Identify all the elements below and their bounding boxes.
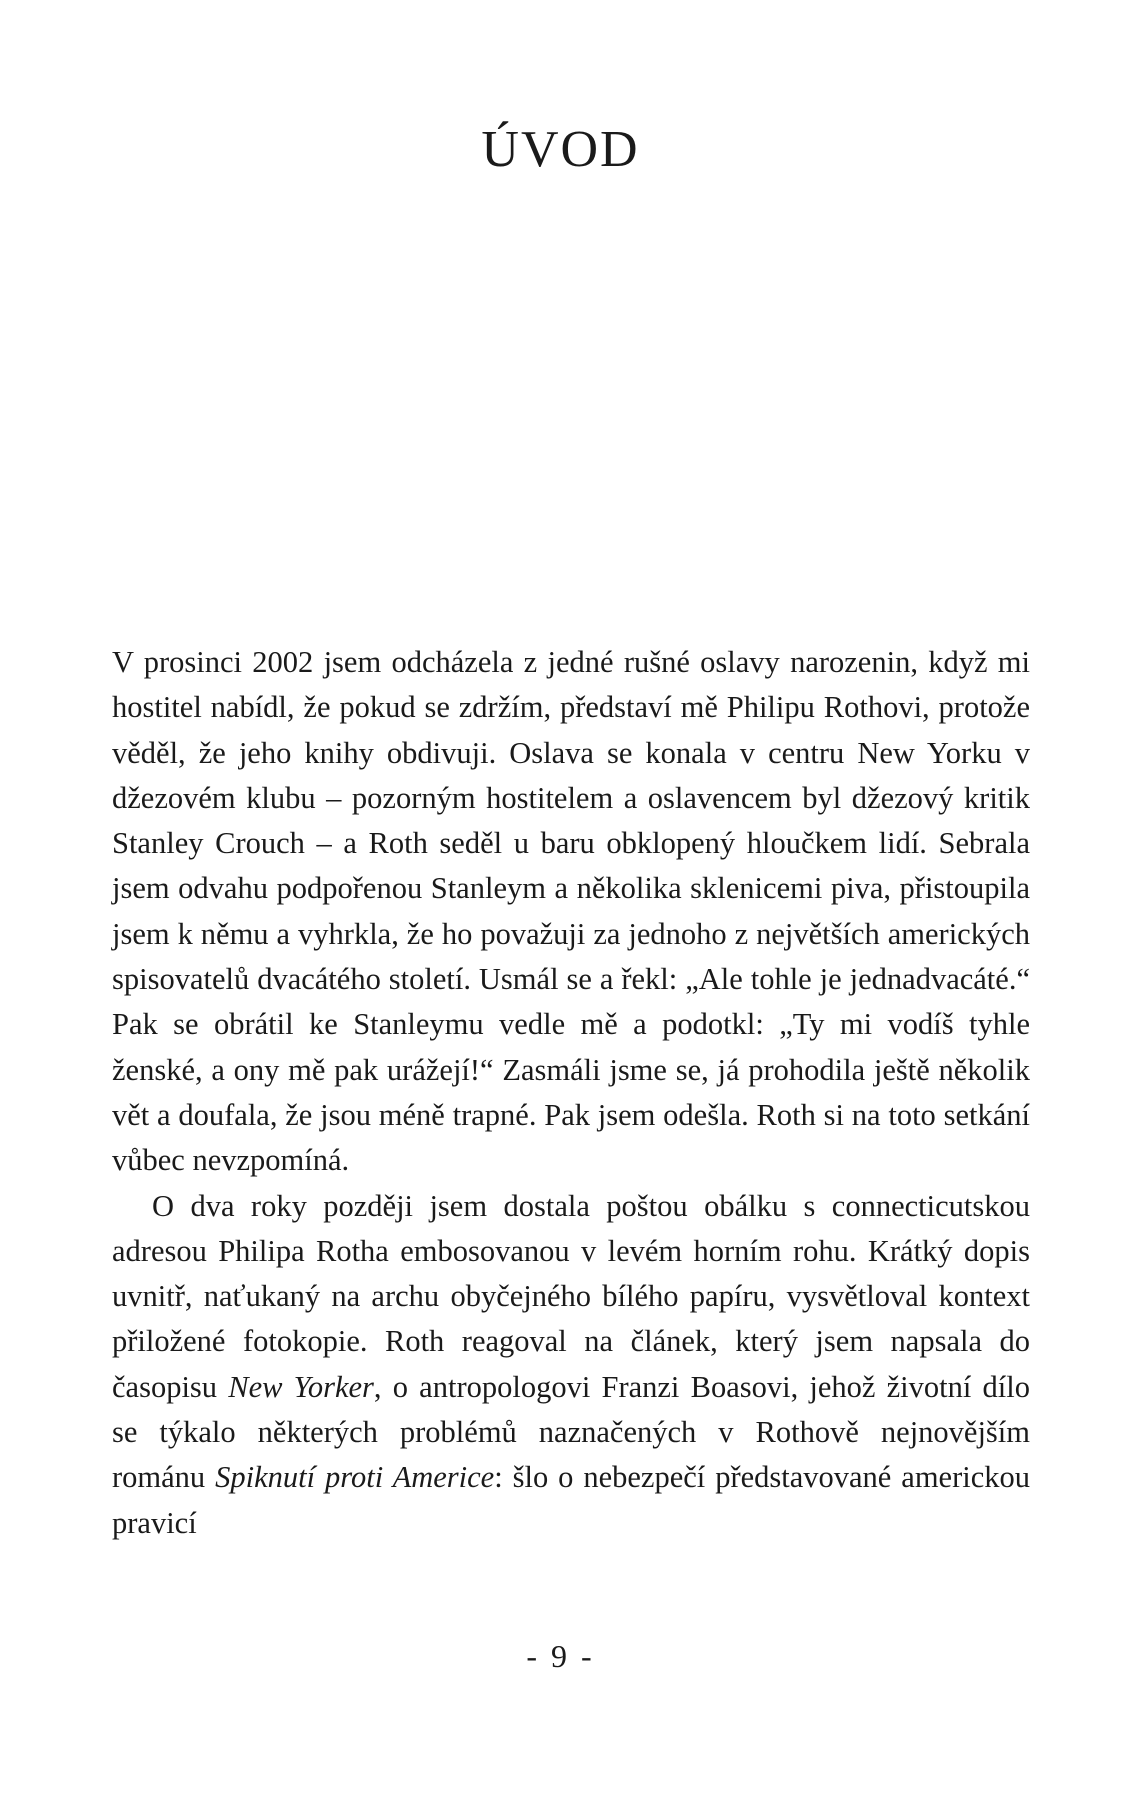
chapter-title: ÚVOD: [481, 121, 640, 178]
paragraph-1-text: V prosinci 2002 jsem odcházela z jedné rušné oslavy narozenin, když mi hostitel nabídl, že pokud se zdržím, představí mě Philipu Rothovi, protože věděl, že jeho knihy obdivuji. Oslava se konala v centru New Yorku v džezovém klubu – pozorným hostitelem a oslavencem byl džezový kritik Stanley Crouch – a Roth seděl u baru obklopený hloučkem lidí. Sebrala jsem odvahu podpořenou Stanleym a několika sklenicemi piva, přistoupila jsem k němu a vyhrkla, že ho považuji za jednoho z největších amerických spisovatelů dvacátého století. Usmál se a řekl: „Ale tohle je jednadvacáté.“ Pak se obrátil ke Stanleymu vedle mě a podotkl: „Ty mi vodíš tyhle ženské, a ony mě pak urážejí!“ Zasmáli jsme se, já prohodila ještě několik vět a doufala, že jsou méně trapné. Pak jsem odešla. Roth si na toto setkání vůbec nevzpomíná.: [112, 645, 1030, 1178]
paragraph-2: [112, 1184, 1030, 1546]
page-number: - 9 -: [526, 1638, 595, 1674]
paragraph-2-text-a: O dva roky později jsem dostala poštou obálku s connecticutskou adresou Philipa Rotha embosovanou v levém horním rohu. Krátký dopis uvnitř, naťukaný na archu obyčejného bílého papíru, vysvětloval kontext přiložené fotokopie. Roth reagoval na článek, který jsem napsala do časopisu: [112, 1188, 1030, 1404]
paragraph-2-text-c: : šlo o nebezpečí představované americkou pravicí: [112, 1460, 1030, 1540]
paragraph-1: [112, 640, 1030, 1184]
body-text: [112, 640, 1030, 1546]
paragraph-2-text-b: , o antropologovi Franzi Boasovi, jehož životní dílo se týkalo některých problémů naznačených v Rothově nejnovějším románu: [112, 1369, 1031, 1495]
magazine-title: New Yorker: [228, 1369, 374, 1404]
novel-title: Spiknutí proti Americe: [215, 1460, 495, 1495]
